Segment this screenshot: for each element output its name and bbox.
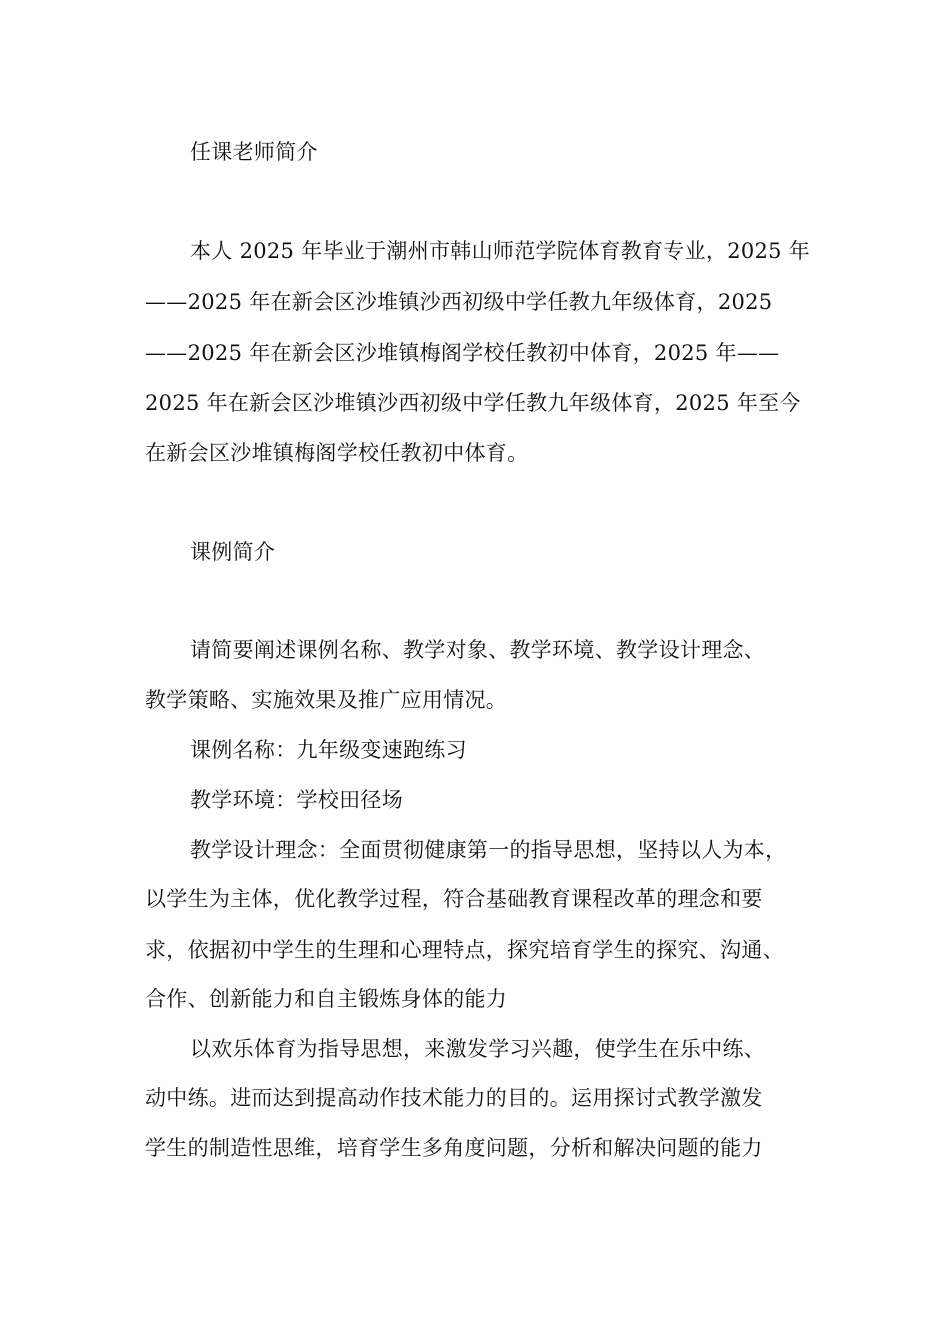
teaching-environment: 教学环境：学校田径场 — [190, 788, 403, 812]
teacher-intro-line-2: ——2025 年在新会区沙堆镇沙西初级中学任教九年级体育，2025 — [145, 290, 773, 314]
teacher-intro-heading: 任课老师简介 — [190, 140, 318, 164]
joy-line-1: 以欢乐体育为指导思想，来激发学习兴趣，使学生在乐中练、 — [190, 1037, 766, 1061]
teacher-intro-line-5: 在新会区沙堆镇梅阁学校任教初中体育。 — [145, 441, 529, 465]
teacher-intro-line-1: 本人 2025 年毕业于潮州市韩山师范学院体育教育专业，2025 年 — [190, 239, 811, 263]
case-name: 课例名称：九年级变速跑练习 — [190, 738, 467, 762]
design-line-2: 以学生为主体，优化教学过程，符合基础教育课程改革的理念和要 — [145, 887, 763, 911]
joy-line-3: 学生的制造性思维，培育学生多角度问题，分析和解决问题的能力 — [145, 1136, 763, 1160]
case-intro-heading: 课例简介 — [190, 540, 276, 564]
case-prompt-line-2: 教学策略、实施效果及推广应用情况。 — [145, 688, 508, 712]
design-line-3: 求，依据初中学生的生理和心理特点，探究培育学生的探究、沟通、 — [145, 938, 784, 962]
joy-line-2: 动中练。进而达到提高动作技术能力的目的。运用探讨式教学激发 — [145, 1086, 763, 1110]
case-prompt-line-1: 请简要阐述课例名称、教学对象、教学环境、教学设计理念、 — [190, 638, 766, 662]
design-line-4: 合作、创新能力和自主锻炼身体的能力 — [145, 987, 508, 1011]
teacher-intro-line-3: ——2025 年在新会区沙堆镇梅阁学校任教初中体育，2025 年—— — [145, 341, 780, 365]
design-line-1: 教学设计理念：全面贯彻健康第一的指导思想，坚持以人为本， — [190, 838, 787, 862]
teacher-intro-line-4: 2025 年在新会区沙堆镇沙西初级中学任教九年级体育，2025 年至今 — [145, 391, 801, 415]
